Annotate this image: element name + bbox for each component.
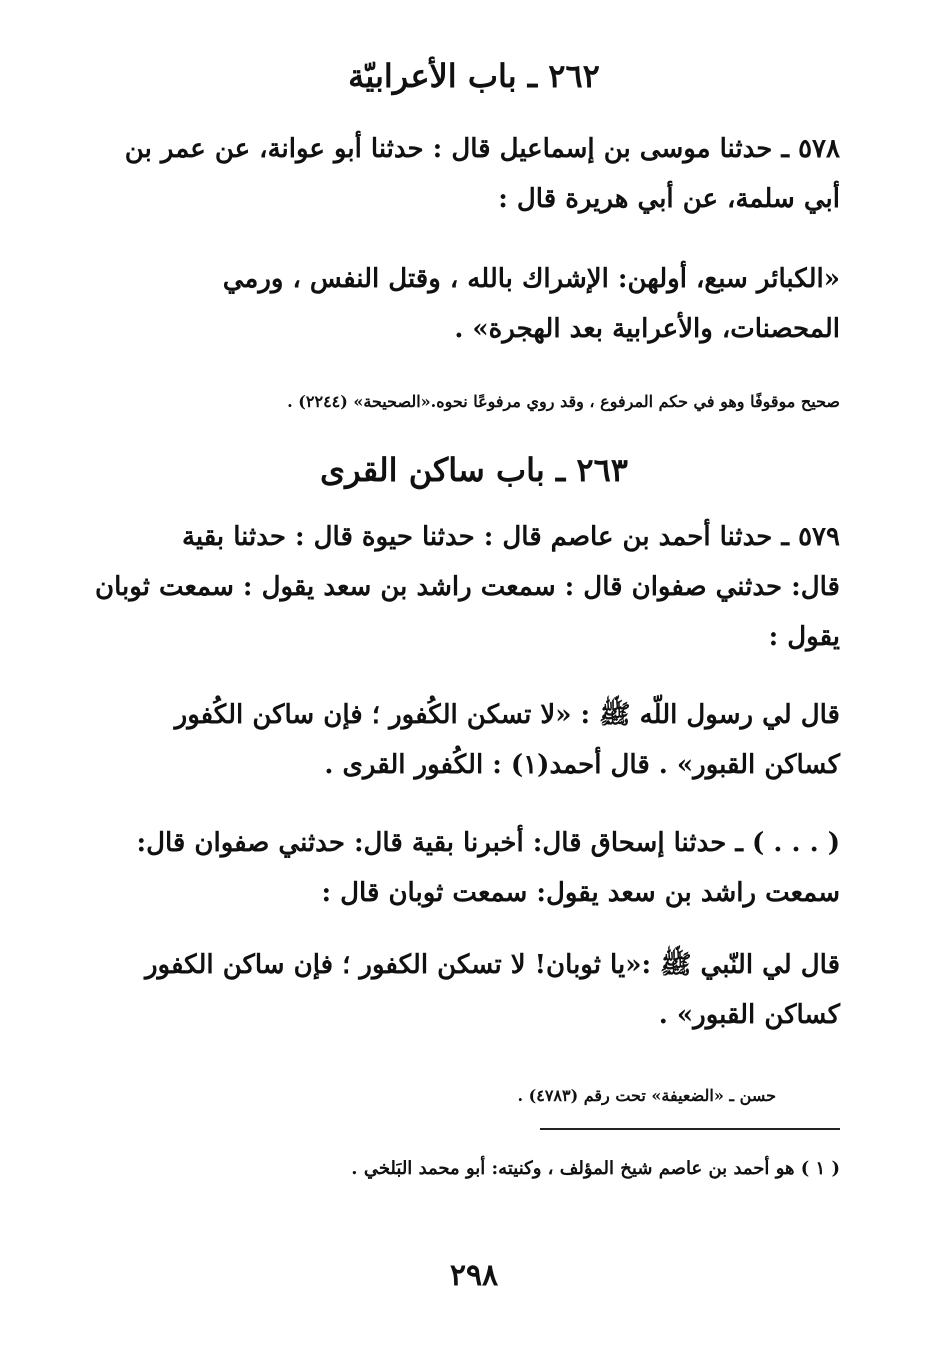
hadith-579-isnad [66, 512, 840, 662]
footnote-divider [540, 1128, 840, 1130]
isnad-line: يقول : [768, 622, 840, 652]
hadith-579-alt-isnad [66, 818, 840, 918]
matn-line: قال لي النّبي ﷺ :«يا ثوبان! لا تسكن الكفور ؛ فإن ساكن الكفور [145, 950, 840, 980]
page-number: ٢٩٨ [449, 1258, 499, 1293]
matn-line: كساكن القبور» . قال أحمد(١) : الكُفور القرى . [324, 750, 840, 780]
isnad-line: ( . . . ) ـ حدثنا إسحاق قال: أخبرنا بقية قال: حدثني صفوان قال: [136, 828, 840, 858]
footnote: ( ١ ) هو أحمد بن عاصم شيخ المؤلف ، وكنيته: أبو محمد البَلخي . [351, 1158, 840, 1179]
hadith-578-matn [66, 254, 840, 354]
matn-line: كساكن القبور» . [658, 1000, 840, 1030]
isnad-line: قال: حدثني صفوان قال : سمعت راشد بن سعد يقول : سمعت ثوبان [95, 572, 840, 602]
isnad-line: أبي سلمة، عن أبي هريرة قال : [498, 184, 840, 214]
hadith-579-matn [66, 690, 840, 790]
matn-line: المحصنات، والأعرابية بعد الهجرة» . [454, 314, 840, 344]
hadith-578-isnad [66, 124, 840, 224]
hadith-578-grade: صحيح موقوفًا وهو في حكم المرفوع ، وقد روي مرفوعًا نحوه.«الصحيحة» (٢٢٤٤) . [287, 392, 840, 411]
matn-line: قال لي رسول اللّه ﷺ : «لا تسكن الكُفور ؛ فإن ساكن الكُفور [174, 700, 840, 730]
isnad-line: ٥٧٩ ـ حدثنا أحمد بن عاصم قال : حدثنا حيوة قال : حدثنا بقية [181, 522, 840, 552]
chapter-heading-262: ٢٦٢ ـ باب الأعرابيّة [348, 57, 600, 95]
chapter-heading-263: ٢٦٣ ـ باب ساكن القرى [320, 451, 628, 489]
hadith-579-grade: حسن ـ «الضعيفة» تحت رقم (٤٧٨٣) . [517, 1086, 776, 1105]
isnad-line: سمعت راشد بن سعد يقول: سمعت ثوبان قال : [321, 878, 840, 908]
isnad-line: ٥٧٨ ـ حدثنا موسى بن إسماعيل قال : حدثنا أبو عوانة، عن عمر بن [124, 134, 840, 164]
hadith-579-alt-matn [66, 940, 840, 1040]
matn-line: «الكبائر سبع، أولهن: الإشراك بالله ، وقتل النفس ، ورمي [222, 264, 840, 294]
